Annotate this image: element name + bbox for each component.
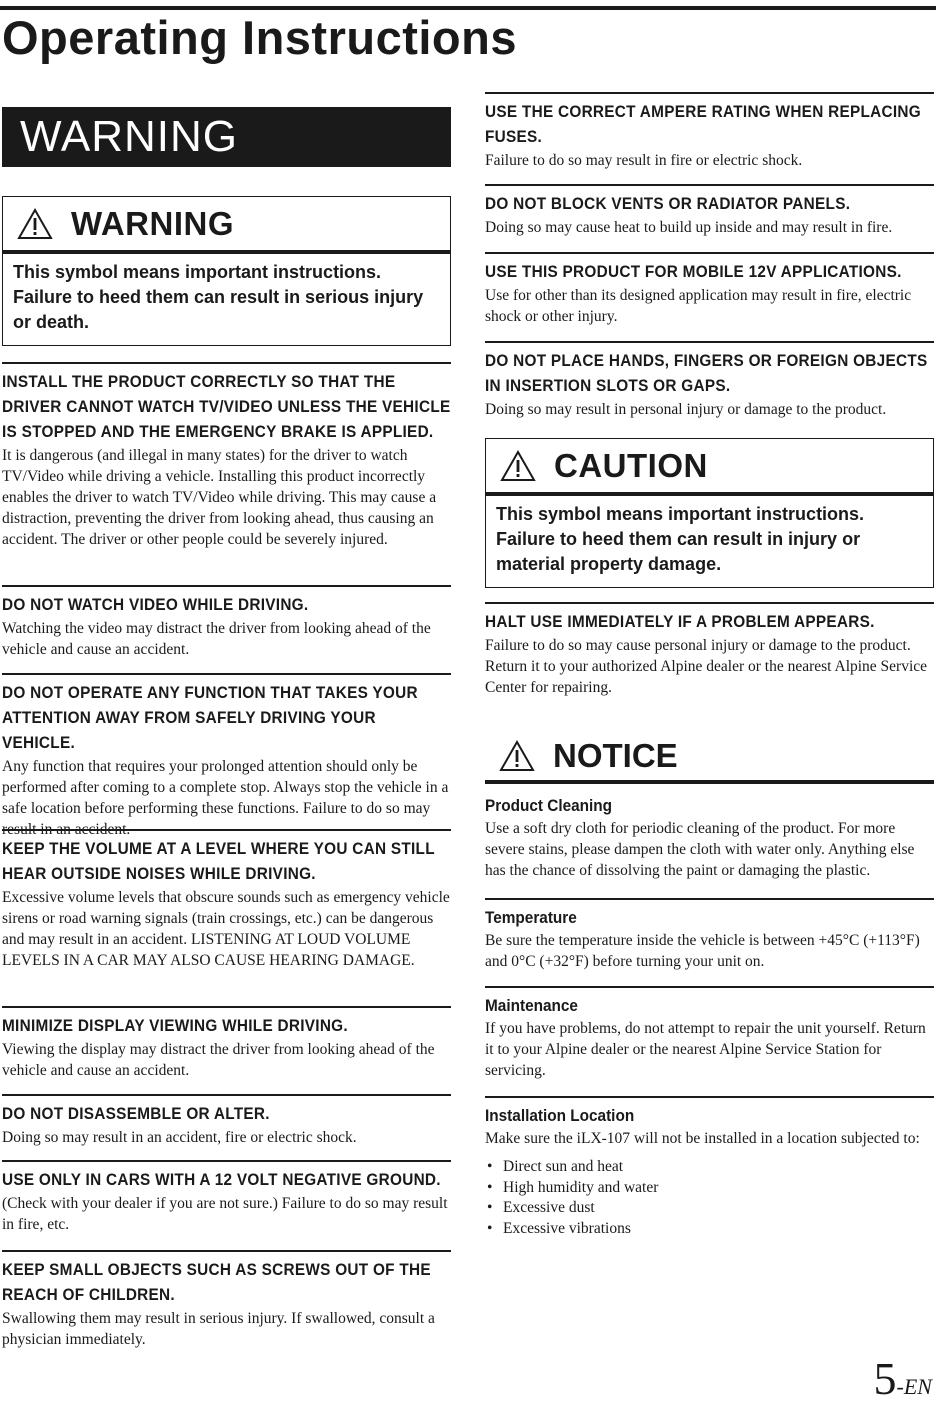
notice-section-maintenance	[485, 986, 934, 1081]
installation-bullet-list	[485, 1157, 934, 1239]
right-section-4	[485, 341, 934, 420]
notice-section-text: Use a soft dry cloth for periodic cleaning of the product. For more severe stains, please dampen the cloth with water only. Anything else has the chance of dissolving the paint or damaging the plastic.	[485, 820, 915, 879]
section-heading: DO NOT BLOCK VENTS OR RADIATOR PANELS.	[485, 195, 851, 213]
caution-triangle-icon	[500, 450, 536, 482]
notice-section-temperature	[485, 898, 934, 972]
notice-section-text: If you have problems, do not attempt to repair the unit yourself. Return it to your Alpine dealer or the nearest Alpine Service Station for servicing.	[485, 1020, 926, 1079]
left-section-4	[2, 829, 451, 971]
section-text: Viewing the display may distract the driver from looking ahead of the vehicle and cause an accident.	[2, 1041, 435, 1079]
right-section-3	[485, 252, 934, 327]
section-heading: DO NOT PLACE HANDS, FINGERS OR FOREIGN OBJECTS IN INSERTION SLOTS OR GAPS.	[485, 352, 928, 395]
notice-section-text: Be sure the temperature inside the vehicle is between +45°C (+113°F) and 0°C (+32°F) before turning your unit on.	[485, 932, 920, 970]
page-number-suffix: -EN	[896, 1374, 932, 1399]
list-item: • High humidity and water	[485, 1178, 934, 1199]
warning-triangle-icon	[17, 208, 53, 240]
section-text: Swallowing them may result in serious injury. If swallowed, consult a physician immediately.	[2, 1310, 435, 1348]
left-section-3	[2, 673, 451, 840]
warning-box-text: This symbol means important instructions. Failure to heed them can result in serious injury or death.	[13, 262, 424, 332]
section-text: Doing so may result in personal injury or damage to the product.	[485, 401, 887, 418]
list-item: • Excessive dust	[485, 1198, 934, 1219]
halt-section	[485, 602, 934, 698]
left-section-5	[2, 1006, 451, 1081]
section-text: Doing so may cause heat to build up inside and may result in fire.	[485, 219, 893, 236]
section-text: Failure to do so may cause personal injury or damage to the product. Return it to your authorized Alpine dealer or the nearest Alpine Service Center for repairing.	[485, 637, 928, 696]
section-text: Failure to do so may result in fire or electric shock.	[485, 152, 803, 169]
caution-box-text: This symbol means important instructions. Failure to heed them can result in injury or material property damage.	[496, 504, 865, 574]
caution-box	[485, 438, 934, 588]
right-section-1	[485, 92, 934, 171]
right-section-2	[485, 184, 934, 238]
section-text: Doing so may result in an accident, fire or electric shock.	[2, 1129, 357, 1146]
section-heading: DO NOT WATCH VIDEO WHILE DRIVING.	[2, 596, 309, 614]
left-section-8	[2, 1250, 451, 1350]
list-item: • Direct sun and heat	[485, 1157, 934, 1178]
notice-header	[485, 732, 934, 784]
section-heading: KEEP SMALL OBJECTS SUCH AS SCREWS OUT OF THE REACH OF CHILDREN.	[2, 1261, 431, 1304]
section-text: Excessive volume levels that obscure sounds such as emergency vehicle sirens or road warning signals (train crossings, etc.) can be dangerous and may result in an accident. LISTENING AT LOUD VOLUME LEVELS IN A CAR MAY ALSO CAUSE HEARING DAMAGE.	[2, 889, 450, 969]
section-heading: USE ONLY IN CARS WITH A 12 VOLT NEGATIVE GROUND.	[2, 1171, 441, 1189]
left-section-7	[2, 1160, 451, 1235]
left-section-2	[2, 585, 451, 660]
section-heading: HALT USE IMMEDIATELY IF A PROBLEM APPEARS.	[485, 613, 875, 631]
warning-box-header	[3, 197, 450, 254]
section-text: Any function that requires your prolonged attention should only be performed after coming to a complete stop. Always stop the vehicle in a safe location before performing these functions. Failure to do so may result in an accident.	[2, 758, 449, 838]
section-text: Use for other than its designed application may result in fire, electric shock or other injury.	[485, 287, 912, 325]
warning-box-heading: WARNING	[71, 204, 234, 242]
page-title: Operating Instructions	[2, 11, 517, 64]
notice-section-text: Make sure the iLX-107 will not be installed in a location subjected to:	[485, 1130, 920, 1147]
caution-box-heading: CAUTION	[554, 446, 708, 484]
warning-banner: WARNING	[2, 107, 451, 167]
notice-section-heading: Temperature	[485, 909, 577, 927]
section-heading: KEEP THE VOLUME AT A LEVEL WHERE YOU CAN STILL HEAR OUTSIDE NOISES WHILE DRIVING.	[2, 840, 435, 883]
left-section-6	[2, 1094, 451, 1148]
page-number	[874, 1352, 932, 1405]
notice-section-heading: Product Cleaning	[485, 797, 613, 815]
notice-section-cleaning	[485, 788, 934, 881]
notice-heading: NOTICE	[553, 737, 678, 774]
section-heading: USE THE CORRECT AMPERE RATING WHEN REPLACING FUSES.	[485, 103, 921, 146]
notice-section-installation	[485, 1096, 934, 1239]
section-heading: USE THIS PRODUCT FOR MOBILE 12V APPLICATIONS.	[485, 263, 902, 281]
notice-triangle-icon	[499, 740, 535, 772]
section-text: (Check with your dealer if you are not sure.) Failure to do so may result in fire, etc.	[2, 1195, 448, 1233]
section-text: It is dangerous (and illegal in many states) for the driver to watch TV/Video while driving a vehicle. Installing this product incorrectly enables the driver to watch TV/Video while driving. This may cause a distraction, preventing the driver from looking ahead, thus causing an accident. The driver or other people could be severely injured.	[2, 447, 437, 548]
section-text: Watching the video may distract the driver from looking ahead of the vehicle and cause an accident.	[2, 620, 431, 658]
section-heading: INSTALL THE PRODUCT CORRECTLY SO THAT THE DRIVER CANNOT WATCH TV/VIDEO UNLESS THE VEHICLE IS STOPPED AND THE EMERGENCY BRAKE IS APPLIED.	[2, 373, 451, 441]
section-heading: MINIMIZE DISPLAY VIEWING WHILE DRIVING.	[2, 1017, 348, 1035]
warning-box	[2, 196, 451, 346]
section-heading: DO NOT OPERATE ANY FUNCTION THAT TAKES YOUR ATTENTION AWAY FROM SAFELY DRIVING YOUR VEHICLE.	[2, 684, 418, 752]
caution-box-header	[486, 439, 933, 496]
left-section-1	[2, 362, 451, 550]
section-heading: DO NOT DISASSEMBLE OR ALTER.	[2, 1105, 270, 1123]
notice-section-heading: Installation Location	[485, 1107, 635, 1125]
page-number-value: 5	[873, 1353, 897, 1404]
list-item: • Excessive vibrations	[485, 1219, 934, 1240]
notice-section-heading: Maintenance	[485, 997, 578, 1015]
